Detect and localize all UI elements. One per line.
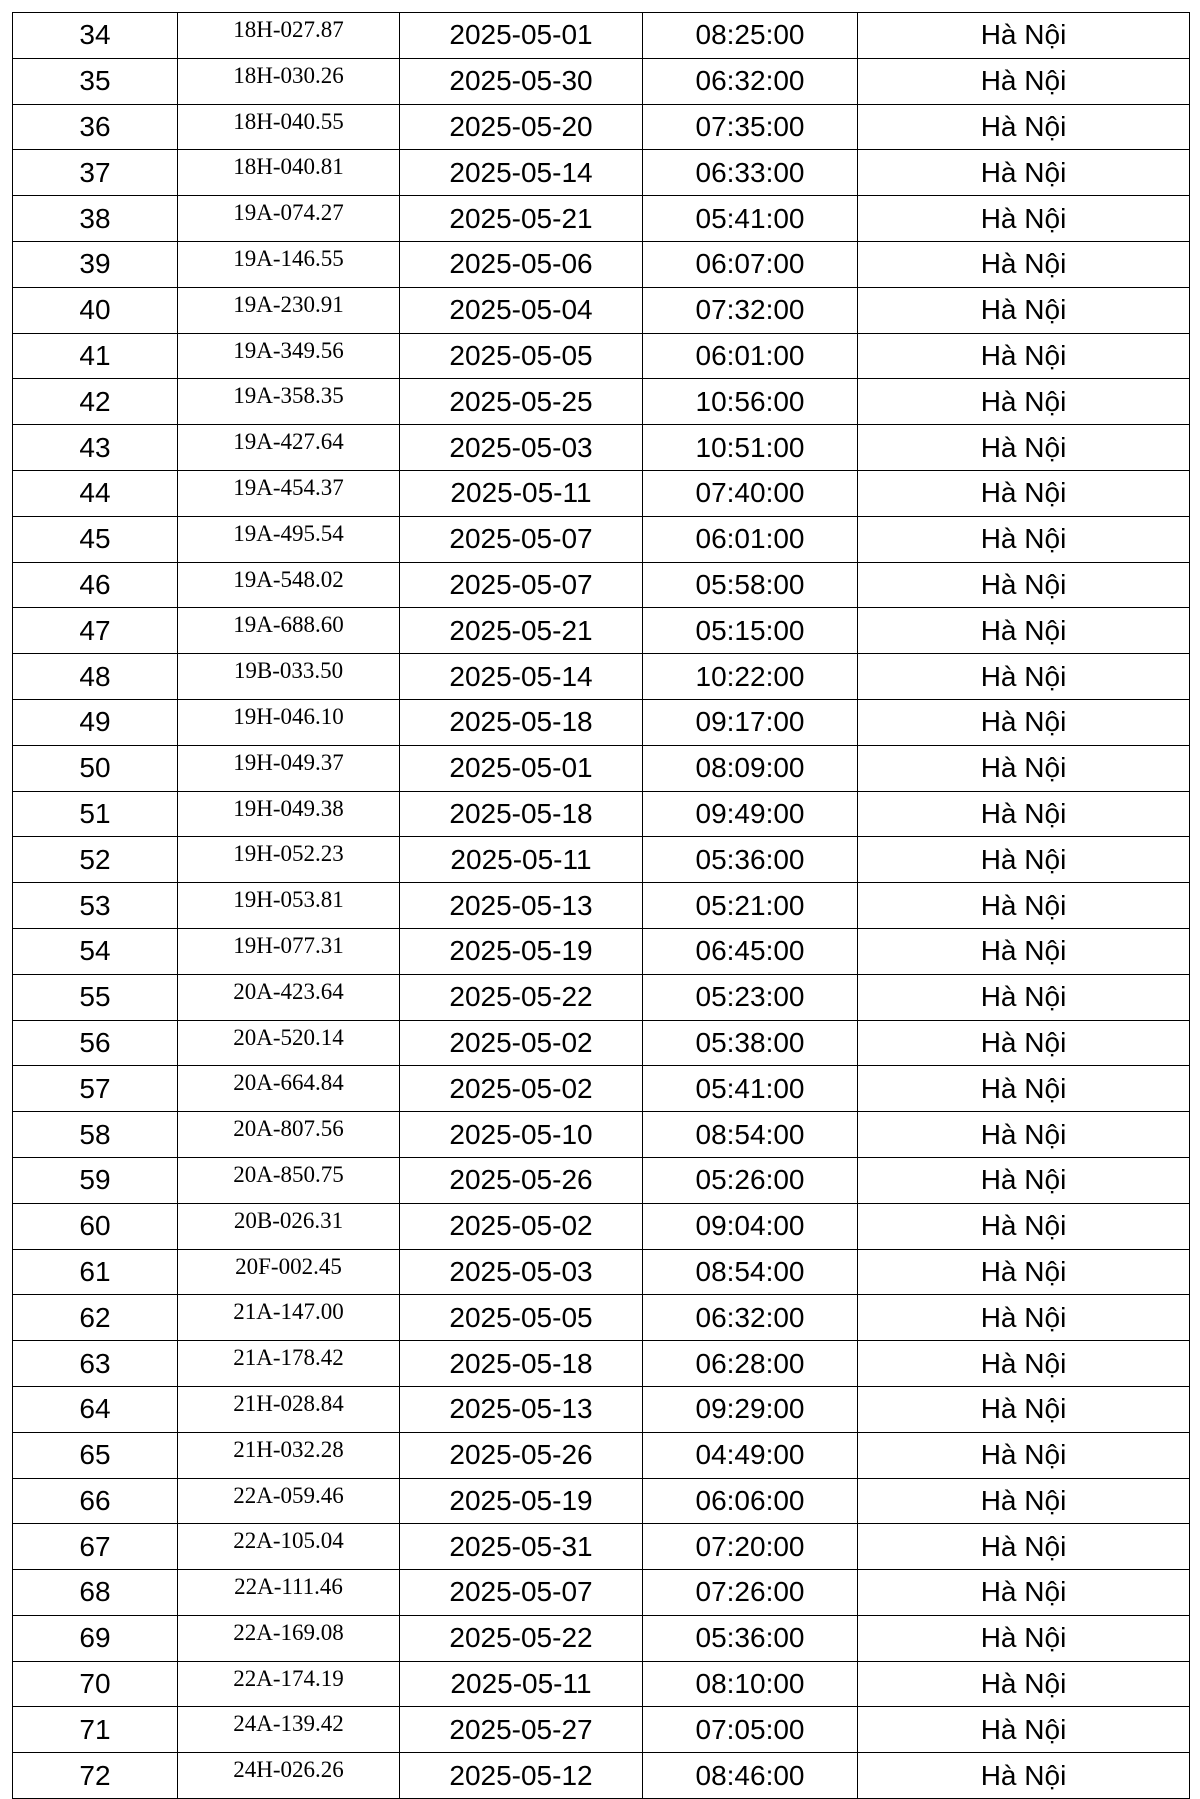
time-cell: 05:38:00 (643, 1020, 858, 1066)
table-row (13, 1661, 1190, 1707)
table-body (13, 13, 1190, 1799)
table-row (13, 1432, 1190, 1478)
row-number-cell: 49 (13, 699, 178, 745)
table-row (13, 58, 1190, 104)
date-cell: 2025-05-05 (400, 1295, 643, 1341)
table-row (13, 928, 1190, 974)
row-number-cell: 36 (13, 104, 178, 150)
table-row (13, 1386, 1190, 1432)
date-cell: 2025-05-01 (400, 13, 643, 59)
time-cell: 08:10:00 (643, 1661, 858, 1707)
row-number-cell: 38 (13, 196, 178, 242)
date-cell: 2025-05-14 (400, 654, 643, 700)
time-cell: 09:17:00 (643, 699, 858, 745)
table-row (13, 699, 1190, 745)
time-cell: 08:54:00 (643, 1249, 858, 1295)
date-cell: 2025-05-11 (400, 1661, 643, 1707)
location-cell: Hà Nội (858, 1570, 1190, 1616)
table-row (13, 470, 1190, 516)
location-cell: Hà Nội (858, 1478, 1190, 1524)
date-cell: 2025-05-12 (400, 1753, 643, 1799)
location-cell: Hà Nội (858, 928, 1190, 974)
row-number-cell: 39 (13, 241, 178, 287)
time-cell: 05:36:00 (643, 1615, 858, 1661)
date-cell: 2025-05-05 (400, 333, 643, 379)
table-row (13, 1615, 1190, 1661)
date-cell: 2025-05-22 (400, 974, 643, 1020)
row-number-cell: 64 (13, 1386, 178, 1432)
date-cell: 2025-05-02 (400, 1020, 643, 1066)
location-cell: Hà Nội (858, 104, 1190, 150)
row-number-cell: 51 (13, 791, 178, 837)
location-cell: Hà Nội (858, 837, 1190, 883)
location-cell: Hà Nội (858, 1524, 1190, 1570)
row-number-cell: 48 (13, 654, 178, 700)
time-cell: 07:26:00 (643, 1570, 858, 1616)
license-plate-cell: 20F-002.45 (178, 1249, 400, 1295)
location-cell: Hà Nội (858, 1203, 1190, 1249)
time-cell: 10:51:00 (643, 425, 858, 471)
date-cell: 2025-05-21 (400, 196, 643, 242)
location-cell: Hà Nội (858, 562, 1190, 608)
location-cell: Hà Nội (858, 791, 1190, 837)
row-number-cell: 47 (13, 608, 178, 654)
row-number-cell: 62 (13, 1295, 178, 1341)
license-plate-cell: 19A-074.27 (178, 196, 400, 242)
row-number-cell: 55 (13, 974, 178, 1020)
location-cell: Hà Nội (858, 379, 1190, 425)
time-cell: 08:25:00 (643, 13, 858, 59)
row-number-cell: 34 (13, 13, 178, 59)
time-cell: 05:36:00 (643, 837, 858, 883)
row-number-cell: 61 (13, 1249, 178, 1295)
time-cell: 06:06:00 (643, 1478, 858, 1524)
row-number-cell: 58 (13, 1112, 178, 1158)
license-plate-cell: 19H-046.10 (178, 699, 400, 745)
time-cell: 06:33:00 (643, 150, 858, 196)
date-cell: 2025-05-04 (400, 287, 643, 333)
time-cell: 10:22:00 (643, 654, 858, 700)
table-row (13, 562, 1190, 608)
time-cell: 05:15:00 (643, 608, 858, 654)
row-number-cell: 45 (13, 516, 178, 562)
license-plate-cell: 19A-688.60 (178, 608, 400, 654)
location-cell: Hà Nội (858, 425, 1190, 471)
date-cell: 2025-05-11 (400, 470, 643, 516)
row-number-cell: 52 (13, 837, 178, 883)
license-plate-cell: 19H-049.38 (178, 791, 400, 837)
location-cell: Hà Nội (858, 1615, 1190, 1661)
location-cell: Hà Nội (858, 470, 1190, 516)
license-plate-cell: 19H-077.31 (178, 928, 400, 974)
location-cell: Hà Nội (858, 287, 1190, 333)
date-cell: 2025-05-21 (400, 608, 643, 654)
table-row (13, 837, 1190, 883)
license-plate-cell: 19A-358.35 (178, 379, 400, 425)
row-number-cell: 56 (13, 1020, 178, 1066)
date-cell: 2025-05-10 (400, 1112, 643, 1158)
location-cell: Hà Nội (858, 1112, 1190, 1158)
row-number-cell: 71 (13, 1707, 178, 1753)
date-cell: 2025-05-13 (400, 1386, 643, 1432)
license-plate-cell: 22A-174.19 (178, 1661, 400, 1707)
table-row (13, 150, 1190, 196)
time-cell: 06:45:00 (643, 928, 858, 974)
row-number-cell: 37 (13, 150, 178, 196)
table-row (13, 333, 1190, 379)
table-row (13, 196, 1190, 242)
table-row (13, 104, 1190, 150)
violation-table (12, 12, 1190, 1799)
date-cell: 2025-05-19 (400, 1478, 643, 1524)
row-number-cell: 67 (13, 1524, 178, 1570)
license-plate-cell: 22A-111.46 (178, 1570, 400, 1616)
table-row (13, 1753, 1190, 1799)
license-plate-cell: 19A-146.55 (178, 241, 400, 287)
location-cell: Hà Nội (858, 699, 1190, 745)
date-cell: 2025-05-02 (400, 1203, 643, 1249)
row-number-cell: 59 (13, 1157, 178, 1203)
license-plate-cell: 22A-169.08 (178, 1615, 400, 1661)
table-row (13, 1157, 1190, 1203)
row-number-cell: 42 (13, 379, 178, 425)
license-plate-cell: 18H-040.81 (178, 150, 400, 196)
table-row (13, 1524, 1190, 1570)
table-row (13, 1478, 1190, 1524)
license-plate-cell: 19H-053.81 (178, 883, 400, 929)
location-cell: Hà Nội (858, 13, 1190, 59)
location-cell: Hà Nội (858, 974, 1190, 1020)
time-cell: 07:05:00 (643, 1707, 858, 1753)
time-cell: 05:26:00 (643, 1157, 858, 1203)
time-cell: 09:29:00 (643, 1386, 858, 1432)
row-number-cell: 35 (13, 58, 178, 104)
license-plate-cell: 21A-147.00 (178, 1295, 400, 1341)
row-number-cell: 40 (13, 287, 178, 333)
time-cell: 06:32:00 (643, 58, 858, 104)
license-plate-cell: 22A-059.46 (178, 1478, 400, 1524)
table-row (13, 654, 1190, 700)
row-number-cell: 68 (13, 1570, 178, 1616)
date-cell: 2025-05-13 (400, 883, 643, 929)
time-cell: 08:54:00 (643, 1112, 858, 1158)
license-plate-cell: 19B-033.50 (178, 654, 400, 700)
row-number-cell: 46 (13, 562, 178, 608)
location-cell: Hà Nội (858, 745, 1190, 791)
date-cell: 2025-05-25 (400, 379, 643, 425)
time-cell: 06:01:00 (643, 333, 858, 379)
date-cell: 2025-05-18 (400, 699, 643, 745)
table-row (13, 516, 1190, 562)
violation-table-page (12, 12, 1189, 1799)
time-cell: 05:58:00 (643, 562, 858, 608)
location-cell: Hà Nội (858, 1157, 1190, 1203)
row-number-cell: 63 (13, 1341, 178, 1387)
license-plate-cell: 20A-664.84 (178, 1066, 400, 1112)
row-number-cell: 66 (13, 1478, 178, 1524)
license-plate-cell: 19A-548.02 (178, 562, 400, 608)
license-plate-cell: 18H-030.26 (178, 58, 400, 104)
date-cell: 2025-05-03 (400, 425, 643, 471)
date-cell: 2025-05-02 (400, 1066, 643, 1112)
location-cell: Hà Nội (858, 1753, 1190, 1799)
table-row (13, 883, 1190, 929)
date-cell: 2025-05-07 (400, 516, 643, 562)
time-cell: 08:09:00 (643, 745, 858, 791)
row-number-cell: 60 (13, 1203, 178, 1249)
date-cell: 2025-05-07 (400, 1570, 643, 1616)
time-cell: 08:46:00 (643, 1753, 858, 1799)
location-cell: Hà Nội (858, 1707, 1190, 1753)
row-number-cell: 41 (13, 333, 178, 379)
table-row (13, 1066, 1190, 1112)
date-cell: 2025-05-07 (400, 562, 643, 608)
time-cell: 09:49:00 (643, 791, 858, 837)
location-cell: Hà Nội (858, 1295, 1190, 1341)
time-cell: 06:01:00 (643, 516, 858, 562)
license-plate-cell: 20A-520.14 (178, 1020, 400, 1066)
location-cell: Hà Nội (858, 1020, 1190, 1066)
date-cell: 2025-05-22 (400, 1615, 643, 1661)
license-plate-cell: 19A-427.64 (178, 425, 400, 471)
row-number-cell: 70 (13, 1661, 178, 1707)
time-cell: 06:07:00 (643, 241, 858, 287)
license-plate-cell: 20A-850.75 (178, 1157, 400, 1203)
table-row (13, 379, 1190, 425)
date-cell: 2025-05-03 (400, 1249, 643, 1295)
location-cell: Hà Nội (858, 241, 1190, 287)
location-cell: Hà Nội (858, 1341, 1190, 1387)
time-cell: 05:41:00 (643, 196, 858, 242)
row-number-cell: 57 (13, 1066, 178, 1112)
time-cell: 06:32:00 (643, 1295, 858, 1341)
row-number-cell: 69 (13, 1615, 178, 1661)
table-row (13, 287, 1190, 333)
date-cell: 2025-05-27 (400, 1707, 643, 1753)
location-cell: Hà Nội (858, 150, 1190, 196)
table-row (13, 1707, 1190, 1753)
date-cell: 2025-05-06 (400, 241, 643, 287)
time-cell: 06:28:00 (643, 1341, 858, 1387)
location-cell: Hà Nội (858, 1066, 1190, 1112)
row-number-cell: 44 (13, 470, 178, 516)
license-plate-cell: 22A-105.04 (178, 1524, 400, 1570)
license-plate-cell: 24H-026.26 (178, 1753, 400, 1799)
license-plate-cell: 20A-423.64 (178, 974, 400, 1020)
date-cell: 2025-05-30 (400, 58, 643, 104)
date-cell: 2025-05-31 (400, 1524, 643, 1570)
row-number-cell: 54 (13, 928, 178, 974)
table-row (13, 1570, 1190, 1616)
license-plate-cell: 19A-230.91 (178, 287, 400, 333)
location-cell: Hà Nội (858, 58, 1190, 104)
date-cell: 2025-05-18 (400, 1341, 643, 1387)
date-cell: 2025-05-26 (400, 1432, 643, 1478)
location-cell: Hà Nội (858, 196, 1190, 242)
table-row (13, 745, 1190, 791)
table-row (13, 791, 1190, 837)
license-plate-cell: 19A-454.37 (178, 470, 400, 516)
location-cell: Hà Nội (858, 1661, 1190, 1707)
table-row (13, 1020, 1190, 1066)
license-plate-cell: 21H-028.84 (178, 1386, 400, 1432)
time-cell: 05:41:00 (643, 1066, 858, 1112)
date-cell: 2025-05-18 (400, 791, 643, 837)
row-number-cell: 43 (13, 425, 178, 471)
license-plate-cell: 20B-026.31 (178, 1203, 400, 1249)
date-cell: 2025-05-19 (400, 928, 643, 974)
time-cell: 05:23:00 (643, 974, 858, 1020)
table-row (13, 608, 1190, 654)
time-cell: 04:49:00 (643, 1432, 858, 1478)
location-cell: Hà Nội (858, 333, 1190, 379)
location-cell: Hà Nội (858, 516, 1190, 562)
license-plate-cell: 21A-178.42 (178, 1341, 400, 1387)
table-row (13, 241, 1190, 287)
table-row (13, 1249, 1190, 1295)
location-cell: Hà Nội (858, 608, 1190, 654)
license-plate-cell: 19A-495.54 (178, 516, 400, 562)
row-number-cell: 50 (13, 745, 178, 791)
license-plate-cell: 21H-032.28 (178, 1432, 400, 1478)
table-row (13, 1341, 1190, 1387)
location-cell: Hà Nội (858, 883, 1190, 929)
license-plate-cell: 19H-052.23 (178, 837, 400, 883)
table-row (13, 1112, 1190, 1158)
time-cell: 07:40:00 (643, 470, 858, 516)
license-plate-cell: 18H-040.55 (178, 104, 400, 150)
location-cell: Hà Nội (858, 654, 1190, 700)
time-cell: 07:20:00 (643, 1524, 858, 1570)
row-number-cell: 65 (13, 1432, 178, 1478)
row-number-cell: 53 (13, 883, 178, 929)
date-cell: 2025-05-14 (400, 150, 643, 196)
location-cell: Hà Nội (858, 1386, 1190, 1432)
table-row (13, 13, 1190, 59)
date-cell: 2025-05-26 (400, 1157, 643, 1203)
location-cell: Hà Nội (858, 1432, 1190, 1478)
table-row (13, 1295, 1190, 1341)
license-plate-cell: 19H-049.37 (178, 745, 400, 791)
table-row (13, 974, 1190, 1020)
date-cell: 2025-05-11 (400, 837, 643, 883)
time-cell: 07:32:00 (643, 287, 858, 333)
location-cell: Hà Nội (858, 1249, 1190, 1295)
license-plate-cell: 24A-139.42 (178, 1707, 400, 1753)
license-plate-cell: 18H-027.87 (178, 13, 400, 59)
license-plate-cell: 20A-807.56 (178, 1112, 400, 1158)
table-row (13, 425, 1190, 471)
row-number-cell: 72 (13, 1753, 178, 1799)
time-cell: 10:56:00 (643, 379, 858, 425)
date-cell: 2025-05-01 (400, 745, 643, 791)
table-row (13, 1203, 1190, 1249)
time-cell: 05:21:00 (643, 883, 858, 929)
license-plate-cell: 19A-349.56 (178, 333, 400, 379)
time-cell: 07:35:00 (643, 104, 858, 150)
time-cell: 09:04:00 (643, 1203, 858, 1249)
date-cell: 2025-05-20 (400, 104, 643, 150)
